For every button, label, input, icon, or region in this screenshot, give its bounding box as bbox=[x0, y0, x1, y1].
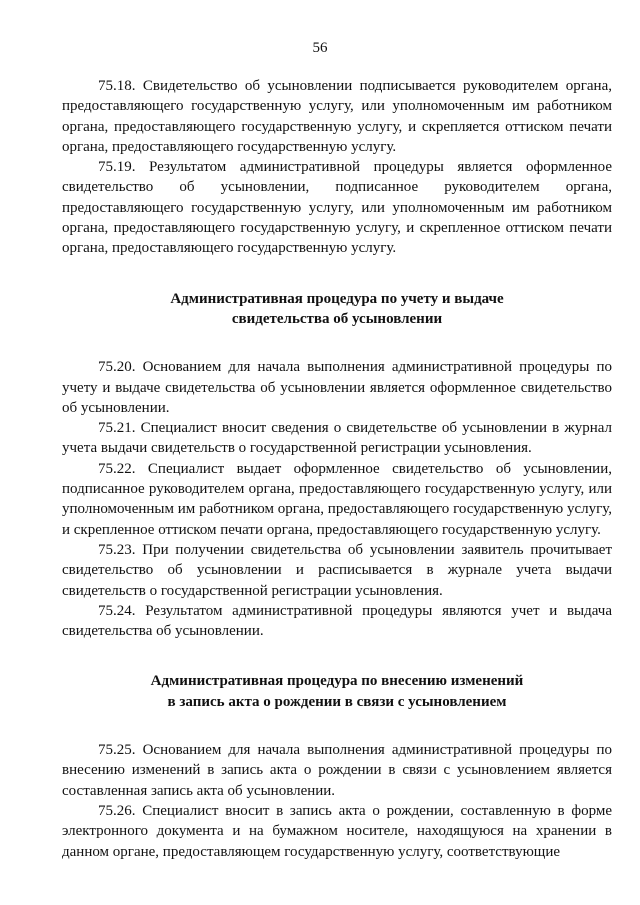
spacer bbox=[62, 329, 612, 357]
paragraph-75-23: 75.23. При получении свидетельства об усыновлении заявитель прочитывает свидетельство об усыновлении и расписывается в журнале учета выдачи свидетельств о государственной регистрации усыновления. bbox=[62, 541, 612, 599]
heading-line: в запись акта о рождении в связи с усыновлением bbox=[167, 693, 507, 710]
paragraph-75-22: 75.22. Специалист выдает оформленное свидетельство об усыновлении, подписанное руководителем органа, предоставляющего государственную услугу, или уполномоченным им работником органа, предоставляющего государственную услугу, и скрепленное оттиском печати органа, предоставляющего государственную услугу. bbox=[62, 460, 612, 538]
spacer bbox=[62, 259, 612, 289]
paragraph-75-21: 75.21. Специалист вносит сведения о свидетельстве об усыновлении в журнал учета выдачи свидетельств о государственной регистрации усыновления. bbox=[62, 420, 612, 457]
heading-line: Административная процедура по учету и выдаче bbox=[170, 290, 504, 307]
paragraph-75-18: 75.18. Свидетельство об усыновлении подписывается руководителем органа, предоставляющего государственную услугу, или уполномоченным им работником органа, предоставляющего государственную услугу, и скрепляется оттиском печати органа, предоставляющего государственную услугу. bbox=[62, 78, 612, 155]
spacer bbox=[62, 641, 612, 671]
paragraph-75-25: 75.25. Основанием для начала выполнения административной процедуры по внесению изменений в запись акта о рождении в связи с усыновлением является составленная запись акта об усыновлении. bbox=[62, 742, 612, 799]
page-number: 56 bbox=[312, 40, 328, 56]
paragraph-75-26: 75.26. Специалист вносит в запись акта о рождении, составленную в форме электронного документа и на бумажном носителе, находящуюся на хранении в данном органе, предоставляющем государственную услугу, соответствующие bbox=[62, 802, 612, 860]
section-heading-registration-issuance bbox=[62, 289, 612, 330]
paragraph-75-24: 75.24. Результатом административной процедуры являются учет и выдача свидетельства об усыновлении. bbox=[62, 602, 612, 640]
document-body bbox=[62, 76, 612, 862]
paragraph-75-19: 75.19. Результатом административной процедуры является оформленное свидетельство об усыновлении, подписанное руководителем органа, предоставляющего государственную услугу, или уполномоченным им работником органа, предоставляющего государственную услугу, и скрепленное оттиском печати органа, предоставляющего государственную услугу. bbox=[62, 159, 612, 257]
heading-line: свидетельства об усыновлении bbox=[231, 310, 443, 327]
spacer bbox=[62, 712, 612, 740]
paragraph-75-20: 75.20. Основанием для начала выполнения административной процедуры по учету и выдаче свидетельства об усыновлении является оформленное свидетельство об усыновлении. bbox=[62, 359, 612, 416]
heading-line: Административная процедура по внесению изменений bbox=[150, 673, 524, 690]
section-heading-birth-record-changes bbox=[62, 671, 612, 712]
